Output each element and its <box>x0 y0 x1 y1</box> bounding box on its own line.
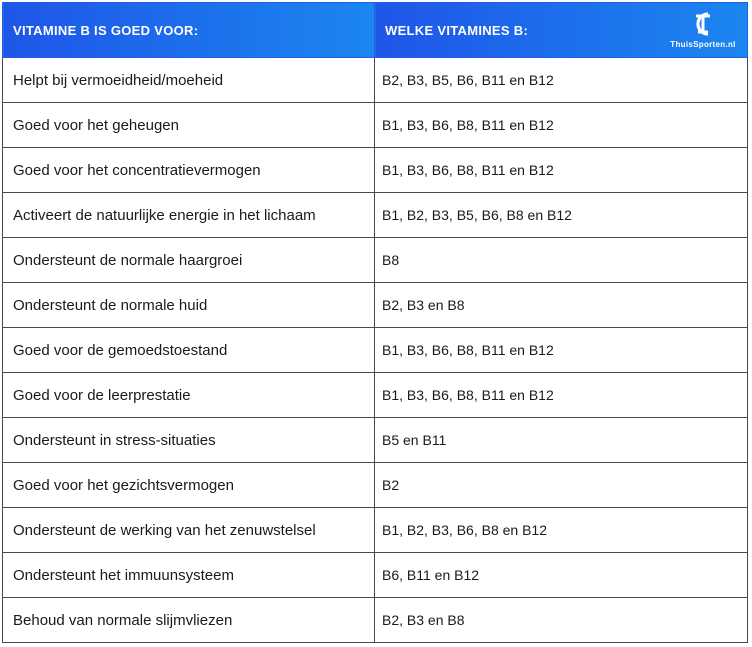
vitamins-cell: B1, B3, B6, B8, B11 en B12 <box>375 148 748 193</box>
benefit-cell: Ondersteunt de werking van het zenuwstelsel <box>3 508 375 553</box>
table-row <box>3 328 748 373</box>
logo-text: ThuisSporten.nl <box>670 40 736 49</box>
vitamins-cell: B2, B3 en B8 <box>375 283 748 328</box>
table-header-row <box>3 3 748 58</box>
benefit-cell: Ondersteunt in stress-situaties <box>3 418 375 463</box>
table-row <box>3 103 748 148</box>
header-vitamins-label: WELKE VITAMINES B: <box>385 22 529 38</box>
vitamins-cell: B2, B3, B5, B6, B11 en B12 <box>375 58 748 103</box>
benefit-cell: Goed voor de leerprestatie <box>3 373 375 418</box>
vitamins-cell: B5 en B11 <box>375 418 748 463</box>
vitamins-cell: B1, B3, B6, B8, B11 en B12 <box>375 373 748 418</box>
benefit-cell: Goed voor het concentratievermogen <box>3 148 375 193</box>
vitamins-cell: B6, B11 en B12 <box>375 553 748 598</box>
table-body <box>3 58 748 643</box>
benefit-cell: Goed voor de gemoedstoestand <box>3 328 375 373</box>
table-row <box>3 463 748 508</box>
table-row <box>3 283 748 328</box>
vitamins-cell: B1, B2, B3, B5, B6, B8 en B12 <box>375 193 748 238</box>
table-row <box>3 373 748 418</box>
vitamins-cell: B1, B2, B3, B6, B8 en B12 <box>375 508 748 553</box>
vitamin-table-container <box>2 2 747 643</box>
benefit-cell: Ondersteunt de normale huid <box>3 283 375 328</box>
benefit-cell: Ondersteunt het immuunsysteem <box>3 553 375 598</box>
benefit-cell: Behoud van normale slijmvliezen <box>3 598 375 643</box>
table-row <box>3 148 748 193</box>
vitamins-cell: B2, B3 en B8 <box>375 598 748 643</box>
benefit-cell: Helpt bij vermoeidheid/moeheid <box>3 58 375 103</box>
table-row <box>3 238 748 283</box>
table-row <box>3 553 748 598</box>
table-row <box>3 508 748 553</box>
table-row <box>3 598 748 643</box>
header-vitamins <box>375 3 748 58</box>
table-row <box>3 418 748 463</box>
benefit-cell: Goed voor het gezichtsvermogen <box>3 463 375 508</box>
vitamins-cell: B2 <box>375 463 748 508</box>
header-benefit: VITAMINE B IS GOED VOOR: <box>3 3 375 58</box>
table-row <box>3 193 748 238</box>
vitamins-cell: B8 <box>375 238 748 283</box>
vitamins-cell: B1, B3, B6, B8, B11 en B12 <box>375 103 748 148</box>
thuissporten-logo-icon <box>688 9 718 39</box>
benefit-cell: Goed voor het geheugen <box>3 103 375 148</box>
benefit-cell: Ondersteunt de normale haargroei <box>3 238 375 283</box>
vitamins-cell: B1, B3, B6, B8, B11 en B12 <box>375 328 748 373</box>
table-row <box>3 58 748 103</box>
vitamin-b-table <box>2 2 748 643</box>
benefit-cell: Activeert de natuurlijke energie in het lichaam <box>3 193 375 238</box>
brand-logo <box>667 9 739 53</box>
